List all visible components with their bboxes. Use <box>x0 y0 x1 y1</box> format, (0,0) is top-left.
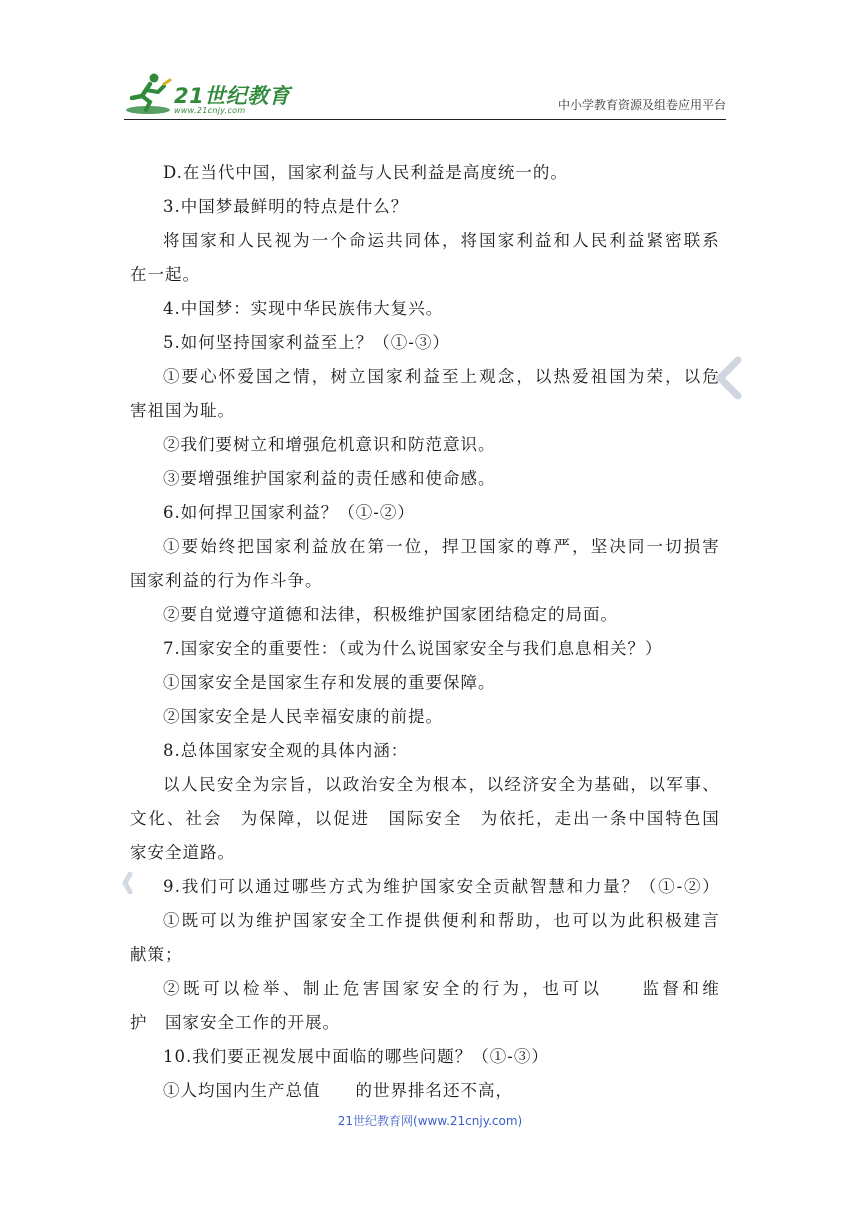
text-line: ①人均国内生产总值 的世界排名还不高， <box>163 1081 513 1100</box>
text-line: ②国家安全是人民幸福安康的前提。 <box>163 707 443 726</box>
question-heading: 4.中国梦：实现中华民族伟大复兴。 <box>163 299 444 318</box>
header-tagline: 中小学教育资源及组卷应用平台 <box>557 98 726 112</box>
question-heading: 5.如何坚持国家利益至上？（①-③） <box>163 333 450 352</box>
text-line: ①既可以为维护国家安全工作提供便利和帮助，也可以为此积极建言 <box>163 911 720 930</box>
text-line: 护 国家安全工作的开展。 <box>130 1013 340 1032</box>
question-heading: 9.我们可以通过哪些方式为维护国家安全贡献智慧和力量？（①-②） <box>163 877 720 896</box>
text-line: 文化、社会 为保障，以促进 国际安全 为依托，走出一条中国特色国 <box>130 809 720 828</box>
text-line: 献策； <box>130 945 183 964</box>
text-line: 家安全道路。 <box>130 843 235 862</box>
text-line: 害祖国为耻。 <box>130 401 235 420</box>
text-line: ②我们要树立和增强危机意识和防范意识。 <box>163 435 496 454</box>
text-line: 在一起。 <box>130 265 200 284</box>
text-line: ②要自觉遵守道德和法律，积极维护国家团结稳定的局面。 <box>163 605 618 624</box>
text-line: 将国家和人民视为一个命运共同体，将国家利益和人民利益紧密联系 <box>163 231 720 250</box>
question-heading: 7.国家安全的重要性：（或为什么说国家安全与我们息息相关？） <box>163 639 663 658</box>
text-line: ①要始终把国家利益放在第一位，捍卫国家的尊严，坚决同一切损害 <box>163 537 720 556</box>
question-heading: 10.我们要正视发展中面临的哪些问题？（①-③） <box>163 1047 549 1066</box>
question-heading: 8.总体国家安全观的具体内涵： <box>163 741 409 760</box>
logo <box>124 70 294 118</box>
logo-url: www.21cnjy.com <box>174 106 246 115</box>
margin-bracket-mark <box>712 356 744 400</box>
header-divider <box>124 119 726 120</box>
runner-logo-icon <box>124 70 174 118</box>
logo-text: 21世纪教育 <box>174 84 291 108</box>
text-line: ①国家安全是国家生存和发展的重要保障。 <box>163 673 496 692</box>
text-line: ①要心怀爱国之情，树立国家利益至上观念，以热爱祖国为荣，以危 <box>163 367 720 386</box>
question-heading: 6.如何捍卫国家利益？（①-②） <box>163 503 415 522</box>
page-footer: 21世纪教育网(www.21cnjy.com) <box>337 1114 523 1128</box>
text-line: 国家利益的行为作斗争。 <box>130 571 323 590</box>
text-line: 以人民安全为宗旨，以政治安全为根本，以经济安全为基础，以军事、 <box>163 775 720 794</box>
text-line: ③要增强维护国家利益的责任感和使命感。 <box>163 469 496 488</box>
question-heading: 3.中国梦最鲜明的特点是什么？ <box>163 197 409 216</box>
page-header <box>124 60 726 118</box>
margin-mark <box>120 872 134 894</box>
text-line: ②既可以检举、制止危害国家安全的行为，也可以 监督和维 <box>163 979 720 998</box>
text-line: D.在当代中国，国家利益与人民利益是高度统一的。 <box>163 163 568 182</box>
